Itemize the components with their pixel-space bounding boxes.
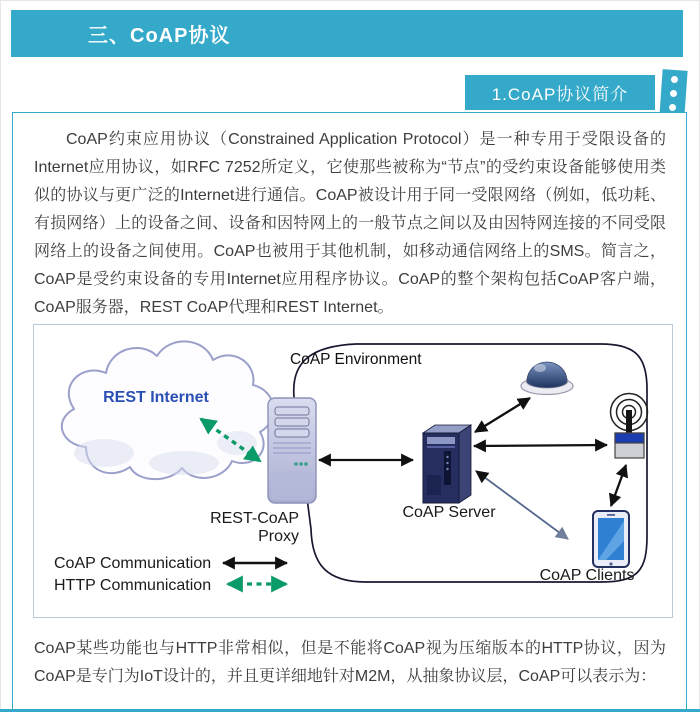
closing-paragraph: CoAP某些功能也与HTTP非常相似，但是不能将CoAP视为压缩版本的HTTP协议，因为CoAP是专门为IoT设计的，并且更详细地针对M2M，从抽象协议层，CoAP可以表示为： — [34, 640, 666, 685]
subsection-tab[interactable] — [465, 75, 655, 110]
dome-camera-icon — [521, 362, 573, 395]
dot — [669, 104, 676, 111]
smartphone-icon — [593, 511, 629, 567]
dot — [670, 90, 677, 97]
rest-internet-cloud — [62, 341, 274, 479]
coap-architecture-svg — [34, 325, 672, 617]
clients-label: CoAP Clients — [539, 567, 635, 584]
section-header-bar — [11, 10, 683, 57]
intro-paragraph: CoAP约束应用协议（Constrained Application Protocol）是一种专用于受限设备的Internet应用协议，如RFC 7252所定义，它使那些被称为“节点”的受约束设备能够使用类似的协议与更广泛的Internet进行通信。CoAP被设计用于同一受限网络（例如，低功耗、有损网络）上的设备之间、设备和因特网上的一般节点之间以及由因特网连接的不同受限网络上的设备之间使用。CoAP也被用于其他机制，如移动通信网络上的SMS。简言之，CoAP是受约束设备的专用Internet应用程序协议。CoAP的整个架构包括CoAP客户端，CoAP服务器，REST CoAP代理和REST Internet。 — [34, 131, 666, 316]
coap-server — [423, 425, 471, 503]
dot — [671, 76, 678, 83]
wireless-sensor-icon — [611, 394, 648, 459]
proxy-label-line1: REST-CoAP — [210, 510, 299, 527]
subsection-tab-label: 1.CoAP协议简介 — [491, 85, 629, 104]
proxy-label-line2: Proxy — [258, 528, 299, 545]
content-panel — [12, 112, 687, 712]
figure-legend — [54, 555, 287, 594]
coap-architecture-figure — [33, 324, 673, 618]
page-title: 三、CoAP协议 — [88, 25, 231, 47]
legend-http-label: HTTP Communication — [54, 577, 212, 594]
environment-label: CoAP Environment — [290, 351, 422, 368]
server-label: CoAP Server — [402, 504, 496, 521]
rest-coap-proxy-server — [268, 398, 316, 503]
more-options-icon[interactable] — [659, 69, 687, 118]
cloud-label: REST Internet — [103, 389, 209, 406]
legend-coap-label: CoAP Communication — [54, 555, 212, 572]
